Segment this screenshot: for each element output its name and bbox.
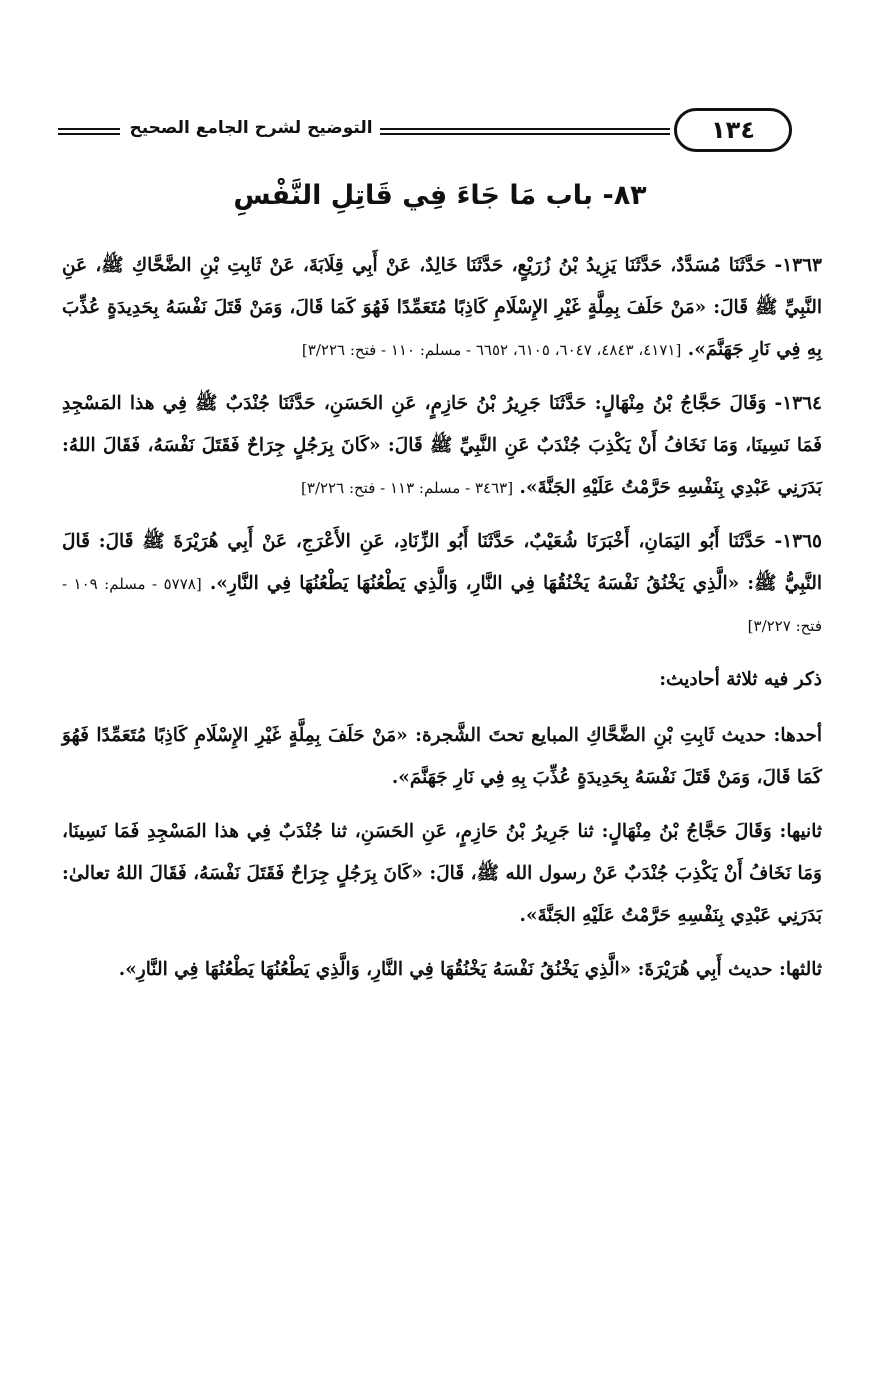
commentary-lead: أحدها: bbox=[773, 725, 822, 746]
commentary-text: حديث ثَابِتِ بْنِ الضَّحَّاكِ المبايع تحتَ الشَّجرة: «مَنْ حَلَفَ بِمِلَّةٍ غَيْرِ الإِسْلَامِ كَاذِبًا مُتَعَمِّدًا فَهُوَ كَمَا قَالَ، وَمَنْ قَتَلَ نَفْسَهُ بِحَدِيدَةٍ عُذِّبَ بِهِ فِي نَارِ جَهَنَّمَ». bbox=[62, 725, 822, 788]
hadith-number: ١٣٦٤- bbox=[774, 393, 822, 414]
hadith-number: ١٣٦٥- bbox=[774, 531, 822, 552]
running-header bbox=[58, 108, 794, 154]
commentary-third bbox=[62, 949, 822, 991]
commentary-first bbox=[62, 715, 822, 799]
page-number: ١٣٤ bbox=[674, 108, 792, 152]
header-rule-left bbox=[58, 128, 120, 135]
hadith-text: حَدَّثَنَا مُسَدَّدٌ، حَدَّثَنَا يَزِيدُ بْنُ زُرَيْعٍ، حَدَّثَنَا خَالِدٌ، عَنْ أَبِي قِلَابَةَ، عَنْ ثَابِتِ بْنِ الضَّحَّاكِ ﷺ، عَنِ النَّبِيِّ ﷺ قَالَ: «مَنْ حَلَفَ بِمِلَّةٍ غَيْرِ الإِسْلَامِ كَاذِبًا مُتَعَمِّدًا فَهُوَ كَمَا قَالَ، وَمَنْ قَتَلَ نَفْسَهُ بِحَدِيدَةٍ عُذِّبَ بِهِ فِي نَارِ جَهَنَّمَ». bbox=[62, 255, 822, 360]
hadith-number: ١٣٦٣- bbox=[774, 255, 822, 276]
hadith-1364 bbox=[62, 383, 822, 509]
hadith-reference: [٣٤٦٣ - مسلم: ١١٣ - فتح: ٣/٢٢٦] bbox=[301, 479, 514, 497]
hadith-1365 bbox=[62, 521, 822, 647]
commentary-intro: ذكر فيه ثلاثة أحاديث: bbox=[659, 669, 822, 690]
hadith-reference: [٤١٧١، ٤٨٤٣، ٦٠٤٧، ٦١٠٥، ٦٦٥٢ - مسلم: ١١٠ - فتح: ٣/٢٢٦] bbox=[301, 341, 682, 359]
commentary-second bbox=[62, 811, 822, 937]
chapter-title: ٨٣- باب مَا جَاءَ فِي قَاتِلِ النَّفْسِ bbox=[233, 180, 647, 211]
commentary-lead: ثانيها: bbox=[779, 821, 822, 842]
commentary-lead: ثالثها: bbox=[779, 959, 822, 980]
commentary-text: حديث أَبِي هُرَيْرَةَ: «الَّذِي يَخْنُقُ نَفْسَهُ يَخْنُقُهَا فِي النَّارِ، وَالَّذِي يَطْعُنُهَا يَطْعُنُهَا فِي النَّارِ». bbox=[118, 959, 773, 980]
hadith-1363 bbox=[62, 245, 822, 371]
hadith-reference: [٥٧٧٨ - مسلم: ١٠٩ - فتح: ٣/٢٢٧] bbox=[62, 575, 822, 635]
hadith-text: حَدَّثَنَا أَبُو اليَمَانِ، أَخْبَرَنَا شُعَيْبٌ، حَدَّثَنَا أَبُو الزِّنَادِ، عَنِ الأَعْرَجِ، عَنْ أَبِي هُرَيْرَةَ ﷺ قَالَ: قَالَ النَّبِيُّ ﷺ: «الَّذِي يَخْنُقُ نَفْسَهُ يَخْنُقُهَا فِي النَّارِ، وَالَّذِي يَطْعُنُهَا يَطْعُنُهَا فِي النَّارِ». bbox=[62, 531, 822, 594]
running-title: التوضيح لشرح الجامع الصحيح bbox=[129, 118, 373, 138]
hadith-text: وَقَالَ حَجَّاجُ بْنُ مِنْهَالٍ: حَدَّثَنَا جَرِيرُ بْنُ حَازِمٍ، عَنِ الحَسَنِ، حَدَّثَنَا جُنْدَبٌ ﷺ فِي هذا المَسْجِدِ فَمَا نَسِينَا، وَمَا نَخَافُ أَنْ يَكْذِبَ جُنْدَبٌ عَنِ النَّبِيِّ ﷺ قَالَ: «كَانَ بِرَجُلٍ جِرَاحٌ فَقَتَلَ نَفْسَهُ، فَقَالَ اللهُ: بَدَرَنِي عَبْدِي بِنَفْسِهِ حَرَّمْتُ عَلَيْهِ الجَنَّةَ». bbox=[62, 393, 822, 498]
text-body bbox=[62, 245, 822, 1003]
commentary-text: وَقَالَ حَجَّاجُ بْنُ مِنْهَالٍ: ثنا جَرِيرُ بْنُ حَازِمٍ، عَنِ الحَسَنِ، ثنا جُنْدَبٌ فِي هذا المَسْجِدِ فَمَا نَسِينَا، وَمَا نَخَافُ أَنْ يَكْذِبَ جُنْدَبٌ عَنْ رسول الله ﷺ، قَالَ: «كَانَ بِرَجُلٍ جِرَاحٌ فَقَتَلَ نَفْسَهُ، فَقَالَ اللهُ تعالىٰ: بَدَرَنِي عَبْدِي بِنَفْسِهِ حَرَّمْتُ عَلَيْهِ الجَنَّةَ». bbox=[62, 821, 822, 926]
header-rule-right bbox=[380, 128, 670, 135]
